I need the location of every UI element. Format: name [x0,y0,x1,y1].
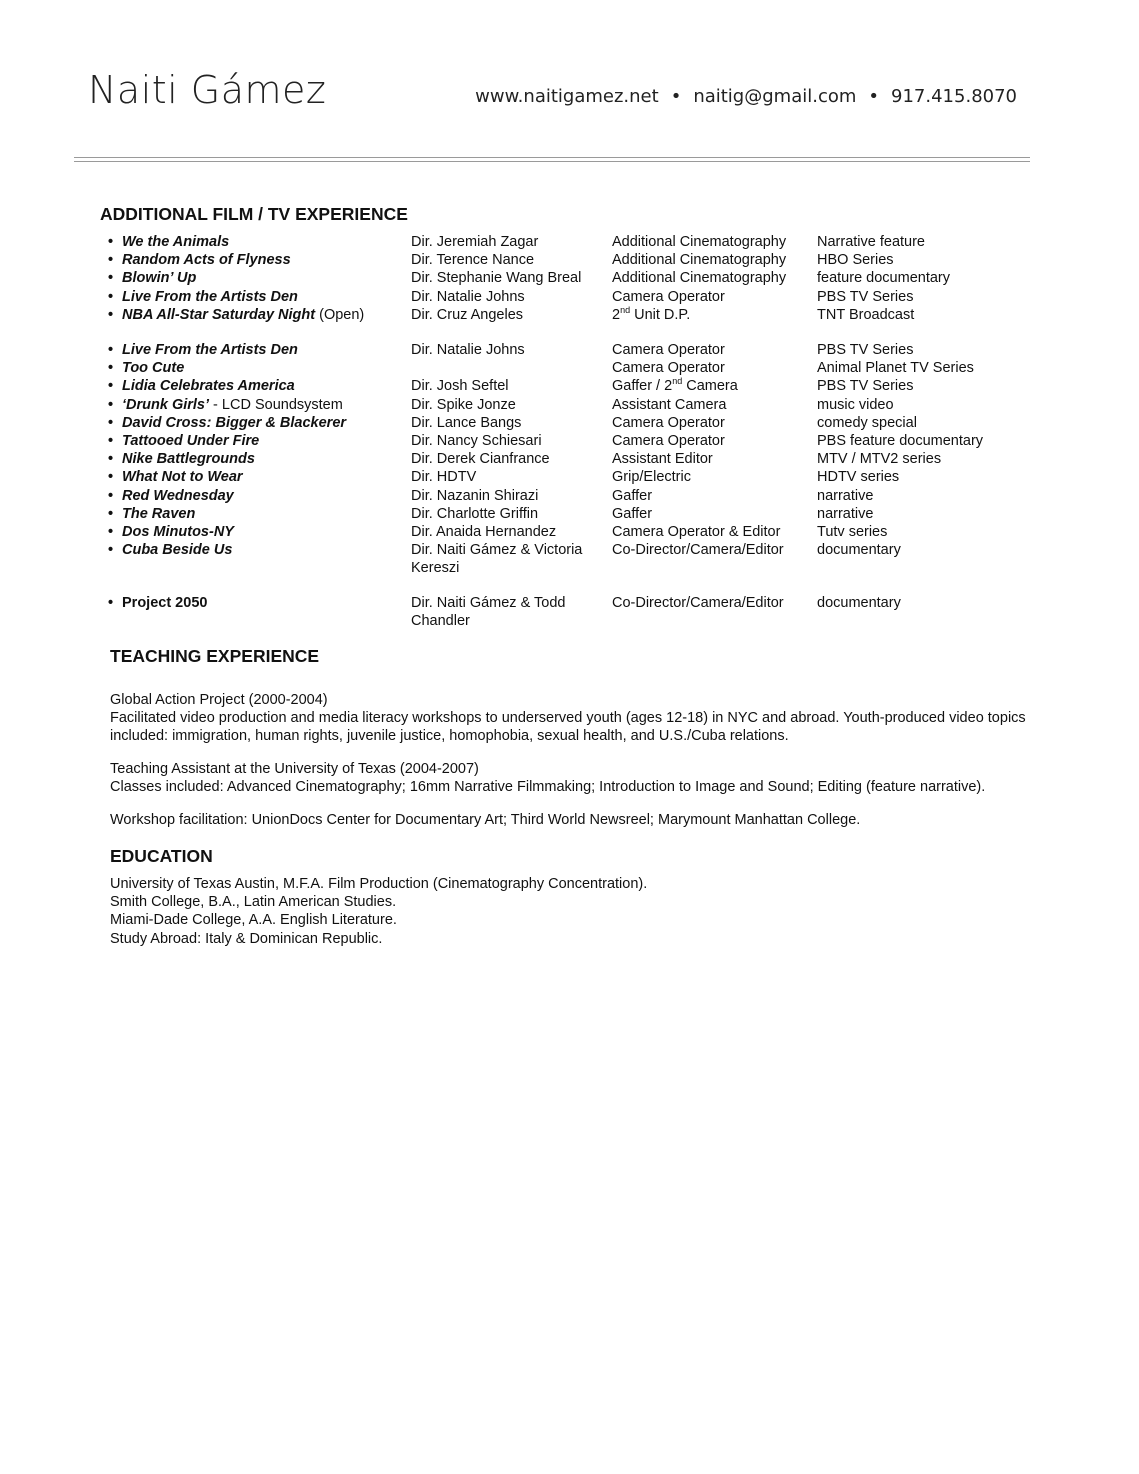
teaching-title: Teaching Assistant at the University of Texas (2004-2007) [110,761,479,777]
role-cell: Camera Operator [612,360,725,377]
bullet-icon: • [108,360,114,377]
header-divider [74,157,1030,158]
project-title: Red Wednesday [122,487,234,504]
education-item: University of Texas Austin, M.F.A. Film Production (Cinematography Concentration). [110,876,648,892]
bullet-icon: • [108,288,114,305]
experience-row [108,288,983,306]
resume-name: Naiti Gámez [88,68,327,112]
experience-row [108,269,983,287]
experience-row [108,505,983,523]
experience-title-cell [108,541,411,577]
role-text: 2 [612,306,621,323]
director-cell: Dir. HDTV [411,469,477,486]
experience-row [108,251,983,269]
experience-row [108,359,983,377]
bullet-icon: • [108,306,114,323]
project-type-cell: Narrative feature [817,234,925,250]
education-list [110,875,1070,948]
project-type-cell: narrative [817,505,874,522]
group-spacer [108,578,983,594]
website-link[interactable]: www.naitigamez.net [475,86,659,107]
project-type-cell: PBS feature documentary [817,433,984,450]
role-cell: Camera Operator & Editor [612,524,781,541]
project-title: Lidia Celebrates America [122,378,295,395]
project-type-cell: narrative [817,487,874,504]
experience-row [108,450,983,468]
teaching-description: Classes included: Advanced Cinematography; 16mm Narrative Filmmaking; Introduction to Image and Sound; Editing (feature narrative). [110,779,986,796]
role-cell: Additional Cinematography [612,252,787,269]
experience-title-cell [108,251,411,269]
teaching-workshop: Workshop facilitation: UnionDocs Center for Documentary Art; Third World Newsreel; Marymount Manhattan College. [110,812,861,828]
role-text: Gaffer / 2 [612,378,673,395]
experience-title-cell [108,377,411,395]
project-title: Dos Minutos-NY [122,524,234,541]
project-title: David Cross: Bigger & Blackerer [122,414,347,431]
role-cell: Gaffer [612,487,653,504]
contact-separator: • [670,86,682,107]
teaching-title: Global Action Project (2000-2004) [110,692,328,708]
project-title: The Raven [122,505,196,522]
project-title: Nike Battlegrounds [122,451,255,468]
project-type-cell: Tutv series [817,524,888,541]
project-type-cell: MTV / MTV2 series [817,451,942,468]
role-cell: Camera Operator [612,433,725,450]
project-title: NBA All-Star Saturday Night [122,306,316,323]
experience-title-cell [108,487,411,505]
project-title: We the Animals [122,234,230,250]
bullet-icon: • [108,433,114,450]
project-type-cell: HBO Series [817,252,894,269]
project-title: Too Cute [122,360,185,377]
experience-title-cell [108,450,411,468]
experience-row [108,233,983,251]
education-item: Smith College, B.A., Latin American Studies. [110,894,397,911]
experience-title-cell [108,359,411,377]
role-cell: Co-Director/Camera/Editor [612,542,784,559]
project-title: Live From the Artists Den [122,342,298,359]
education-item: Miami-Dade College, A.A. English Literature. [110,912,397,929]
teaching-description: Facilitated video production and media literacy workshops to underserved youth (ages 12-18) in NYC and abroad. Youth-produced video topics included: immigration, human rights, juvenile justice, homophobia, sexual health, and U.S./Cuba relations. [110,710,1026,745]
experience-title-cell [108,306,411,324]
role-cell: Camera Operator [612,414,725,431]
experience-title-cell [108,594,411,630]
project-type-cell: HDTV series [817,469,900,486]
director-cell: Dir. Cruz Angeles [411,306,524,323]
bullet-icon: • [108,342,114,359]
experience-row [108,432,983,450]
role-superscript: nd [620,304,631,315]
project-type-cell: Animal Planet TV Series [817,360,974,377]
film-tv-experience-table [108,233,983,630]
experience-row [108,377,983,395]
project-title: Tattooed Under Fire [122,433,260,450]
experience-title-cell [108,396,411,414]
project-type-cell: music video [817,396,894,413]
project-type-cell: documentary [817,542,901,559]
email-link[interactable]: naitig@gmail.com [693,86,857,107]
director-cell: Dir. Terence Nance [411,252,535,269]
bullet-icon: • [108,270,114,287]
project-title: Project 2050 [122,594,208,611]
bullet-icon: • [108,487,114,504]
director-cell: Dir. Josh Seftel [411,378,509,395]
role-text: Unit D.P. [630,306,691,323]
role-superscript: nd [672,376,683,387]
role-cell: Assistant Editor [612,451,713,468]
role-cell: Assistant Camera [612,396,727,413]
bullet-icon: • [108,396,114,413]
director-cell: Dir. Spike Jonze [411,396,516,413]
project-type-cell: PBS TV Series [817,288,914,305]
role-text: Camera [682,378,738,395]
project-type-cell: documentary [817,594,901,611]
project-title: Live From the Artists Den [122,288,298,305]
director-cell: Dir. Naiti Gámez & Todd Chandler [411,594,566,629]
experience-title-cell [108,341,411,359]
role-cell: Camera Operator [612,288,725,305]
experience-row [108,396,983,414]
project-type-cell: TNT Broadcast [817,306,915,323]
experience-row [108,523,983,541]
bullet-icon: • [108,594,114,611]
director-cell: Dir. Charlotte Griffin [411,505,539,522]
project-type-cell: feature documentary [817,270,950,287]
header-divider [74,161,1030,162]
phone-number: 917.415.8070 [891,86,1017,107]
director-cell: Dir. Natalie Johns [411,342,525,359]
experience-title-cell [108,269,411,287]
director-cell [411,359,612,377]
experience-title-cell [108,432,411,450]
bullet-icon: • [108,378,114,395]
project-title: Cuba Beside Us [122,542,233,559]
bullet-icon: • [108,542,114,559]
experience-row [108,487,983,505]
bullet-icon: • [108,234,114,250]
project-type-cell: PBS TV Series [817,378,914,395]
director-cell: Dir. Anaida Hernandez [411,524,557,541]
experience-row [108,541,983,577]
project-title: Blowin’ Up [122,270,197,287]
bullet-icon: • [108,524,114,541]
experience-row [108,468,983,486]
project-type-cell: comedy special [817,414,917,431]
experience-row [108,306,983,324]
bullet-icon: • [108,414,114,431]
experience-title-cell [108,505,411,523]
group-spacer [108,324,983,341]
role-cell [612,306,817,324]
role-cell: Grip/Electric [612,469,691,486]
director-cell: Dir. Derek Cianfrance [411,451,550,468]
education-item: Study Abroad: Italy & Dominican Republic. [110,930,383,947]
project-title-suffix: - LCD Soundsystem [209,396,343,413]
experience-title-cell [108,414,411,432]
role-cell: Additional Cinematography [612,234,787,250]
bullet-icon: • [108,252,114,269]
project-title: Random Acts of Flyness [122,252,291,269]
teaching-entry-gap [110,691,1070,746]
section-heading-teaching: TEACHING EXPERIENCE [110,646,320,666]
project-title: ‘Drunk Girls’ [122,396,210,413]
role-cell: Camera Operator [612,342,725,359]
project-title: What Not to Wear [122,469,243,486]
role-cell: Co-Director/Camera/Editor [612,594,784,611]
experience-title-cell [108,523,411,541]
experience-title-cell [108,468,411,486]
project-title-suffix: (Open) [315,306,365,323]
bullet-icon: • [108,469,114,486]
director-cell: Dir. Naiti Gámez & Victoria Kereszi [411,542,583,577]
role-cell: Additional Cinematography [612,270,787,287]
director-cell: Dir. Lance Bangs [411,414,522,431]
bullet-icon: • [108,451,114,468]
director-cell: Dir. Jeremiah Zagar [411,234,539,250]
contact-line [475,86,1017,107]
contact-separator: • [868,86,880,107]
role-cell [612,377,817,395]
project-type-cell: PBS TV Series [817,342,914,359]
teaching-entry-ta [110,760,1070,796]
experience-title-cell [108,288,411,306]
experience-row [108,414,983,432]
experience-row [108,341,983,359]
director-cell: Dir. Stephanie Wang Breal [411,270,582,287]
director-cell: Dir. Natalie Johns [411,288,525,305]
bullet-icon: • [108,505,114,522]
experience-row [108,594,983,630]
section-heading-education: EDUCATION [110,846,213,866]
section-heading-film-tv: ADDITIONAL FILM / TV EXPERIENCE [100,204,408,224]
experience-title-cell [108,233,411,251]
director-cell: Dir. Nazanin Shirazi [411,487,539,504]
director-cell: Dir. Nancy Schiesari [411,433,542,450]
role-cell: Gaffer [612,505,653,522]
